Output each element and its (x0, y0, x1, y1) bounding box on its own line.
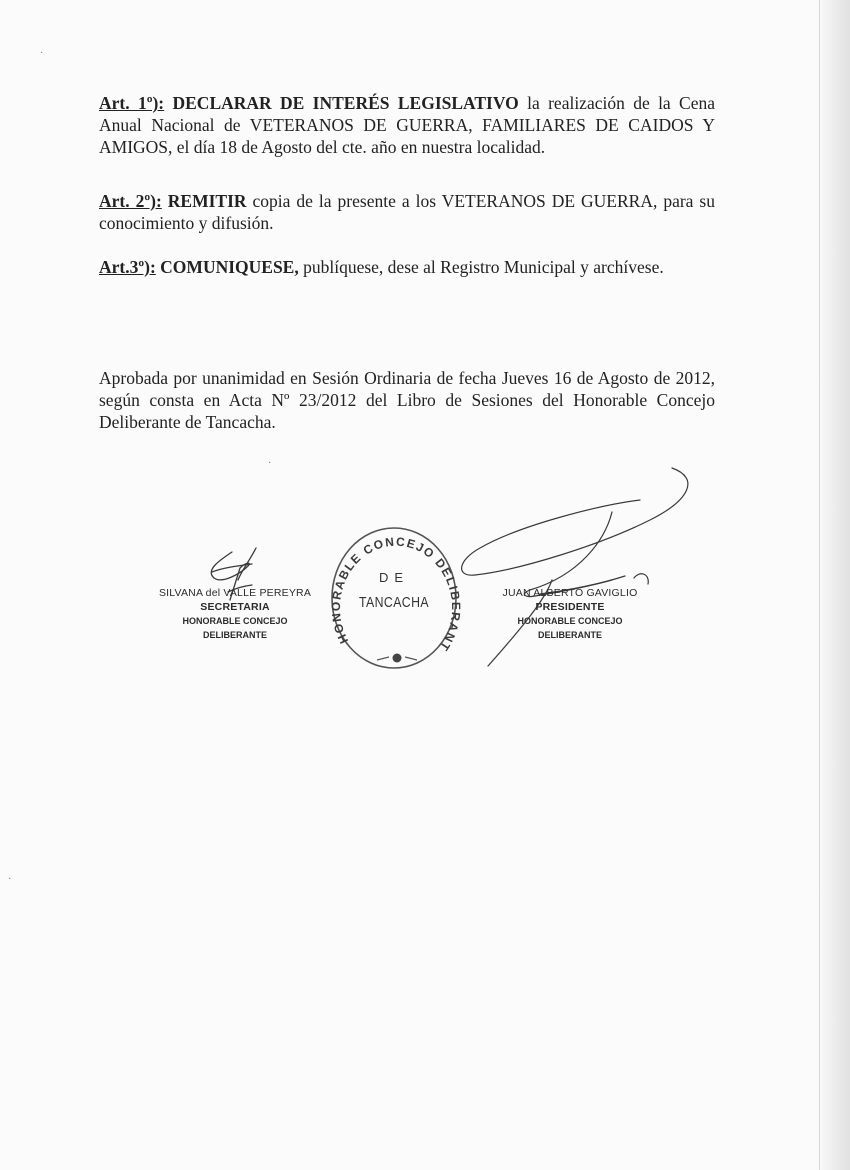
article-3-text: publíquese, dese al Registro Municipal y archívese. (298, 257, 664, 277)
article-2-label: Art. 2º): (99, 191, 162, 211)
right-signer-name: JUAN ALBERTO GAVIGLIO (502, 587, 638, 599)
article-1-text: la realización de la Cena Anual Nacional de VETERANOS DE GUERRA, FAMILIARES DE CAIDOS Y AMIGOS, el día 18 de Agosto del cte. año en nuestra localidad. (99, 93, 715, 157)
left-signer-name: SILVANA del VALLE PEREYRA (158, 587, 312, 599)
article-2-text: copia de la presente a los VETERANOS DE GUERRA, para su conocimiento y difusión. (99, 191, 715, 233)
svg-text:HONORABLE CONCEJO DELIBERANTE (325, 522, 463, 654)
scan-speck: · (8, 874, 12, 885)
right-signature-block (485, 586, 655, 642)
scan-speck: · (268, 458, 272, 469)
approval-paragraph: Aprobada por unanimidad en Sesión Ordinaria de fecha Jueves 16 de Agosto de 2012, según consta en Acta Nº 23/2012 del Libro de Sesiones del Honorable Concejo Deliberante de Tancacha. (99, 368, 715, 432)
seal-center-main: TANCACHA (358, 594, 430, 611)
article-3-label: Art.3º): (99, 257, 156, 277)
article-3-keyword: COMUNIQUESE, (160, 257, 299, 277)
right-signer-role: PRESIDENTE (535, 601, 605, 613)
article-2-keyword: REMITIR (167, 191, 247, 211)
right-signer-org: HONORABLE CONCEJO DELIBERANTE (517, 616, 623, 640)
left-signer-org: HONORABLE CONCEJO DELIBERANTE (182, 616, 288, 640)
scan-speck: · (40, 48, 44, 59)
left-signature-block (150, 586, 320, 642)
council-seal (325, 522, 463, 672)
article-1-label: Art. 1º): (99, 93, 165, 113)
left-signer-role: SECRETARIA (200, 601, 270, 613)
article-1-keyword: DECLARAR DE INTERÉS LEGISLATIVO (172, 93, 519, 113)
seal-center-top: DE (378, 570, 410, 585)
seal-ring-text: HONORABLE CONCEJO DELIBERANT (328, 534, 463, 655)
